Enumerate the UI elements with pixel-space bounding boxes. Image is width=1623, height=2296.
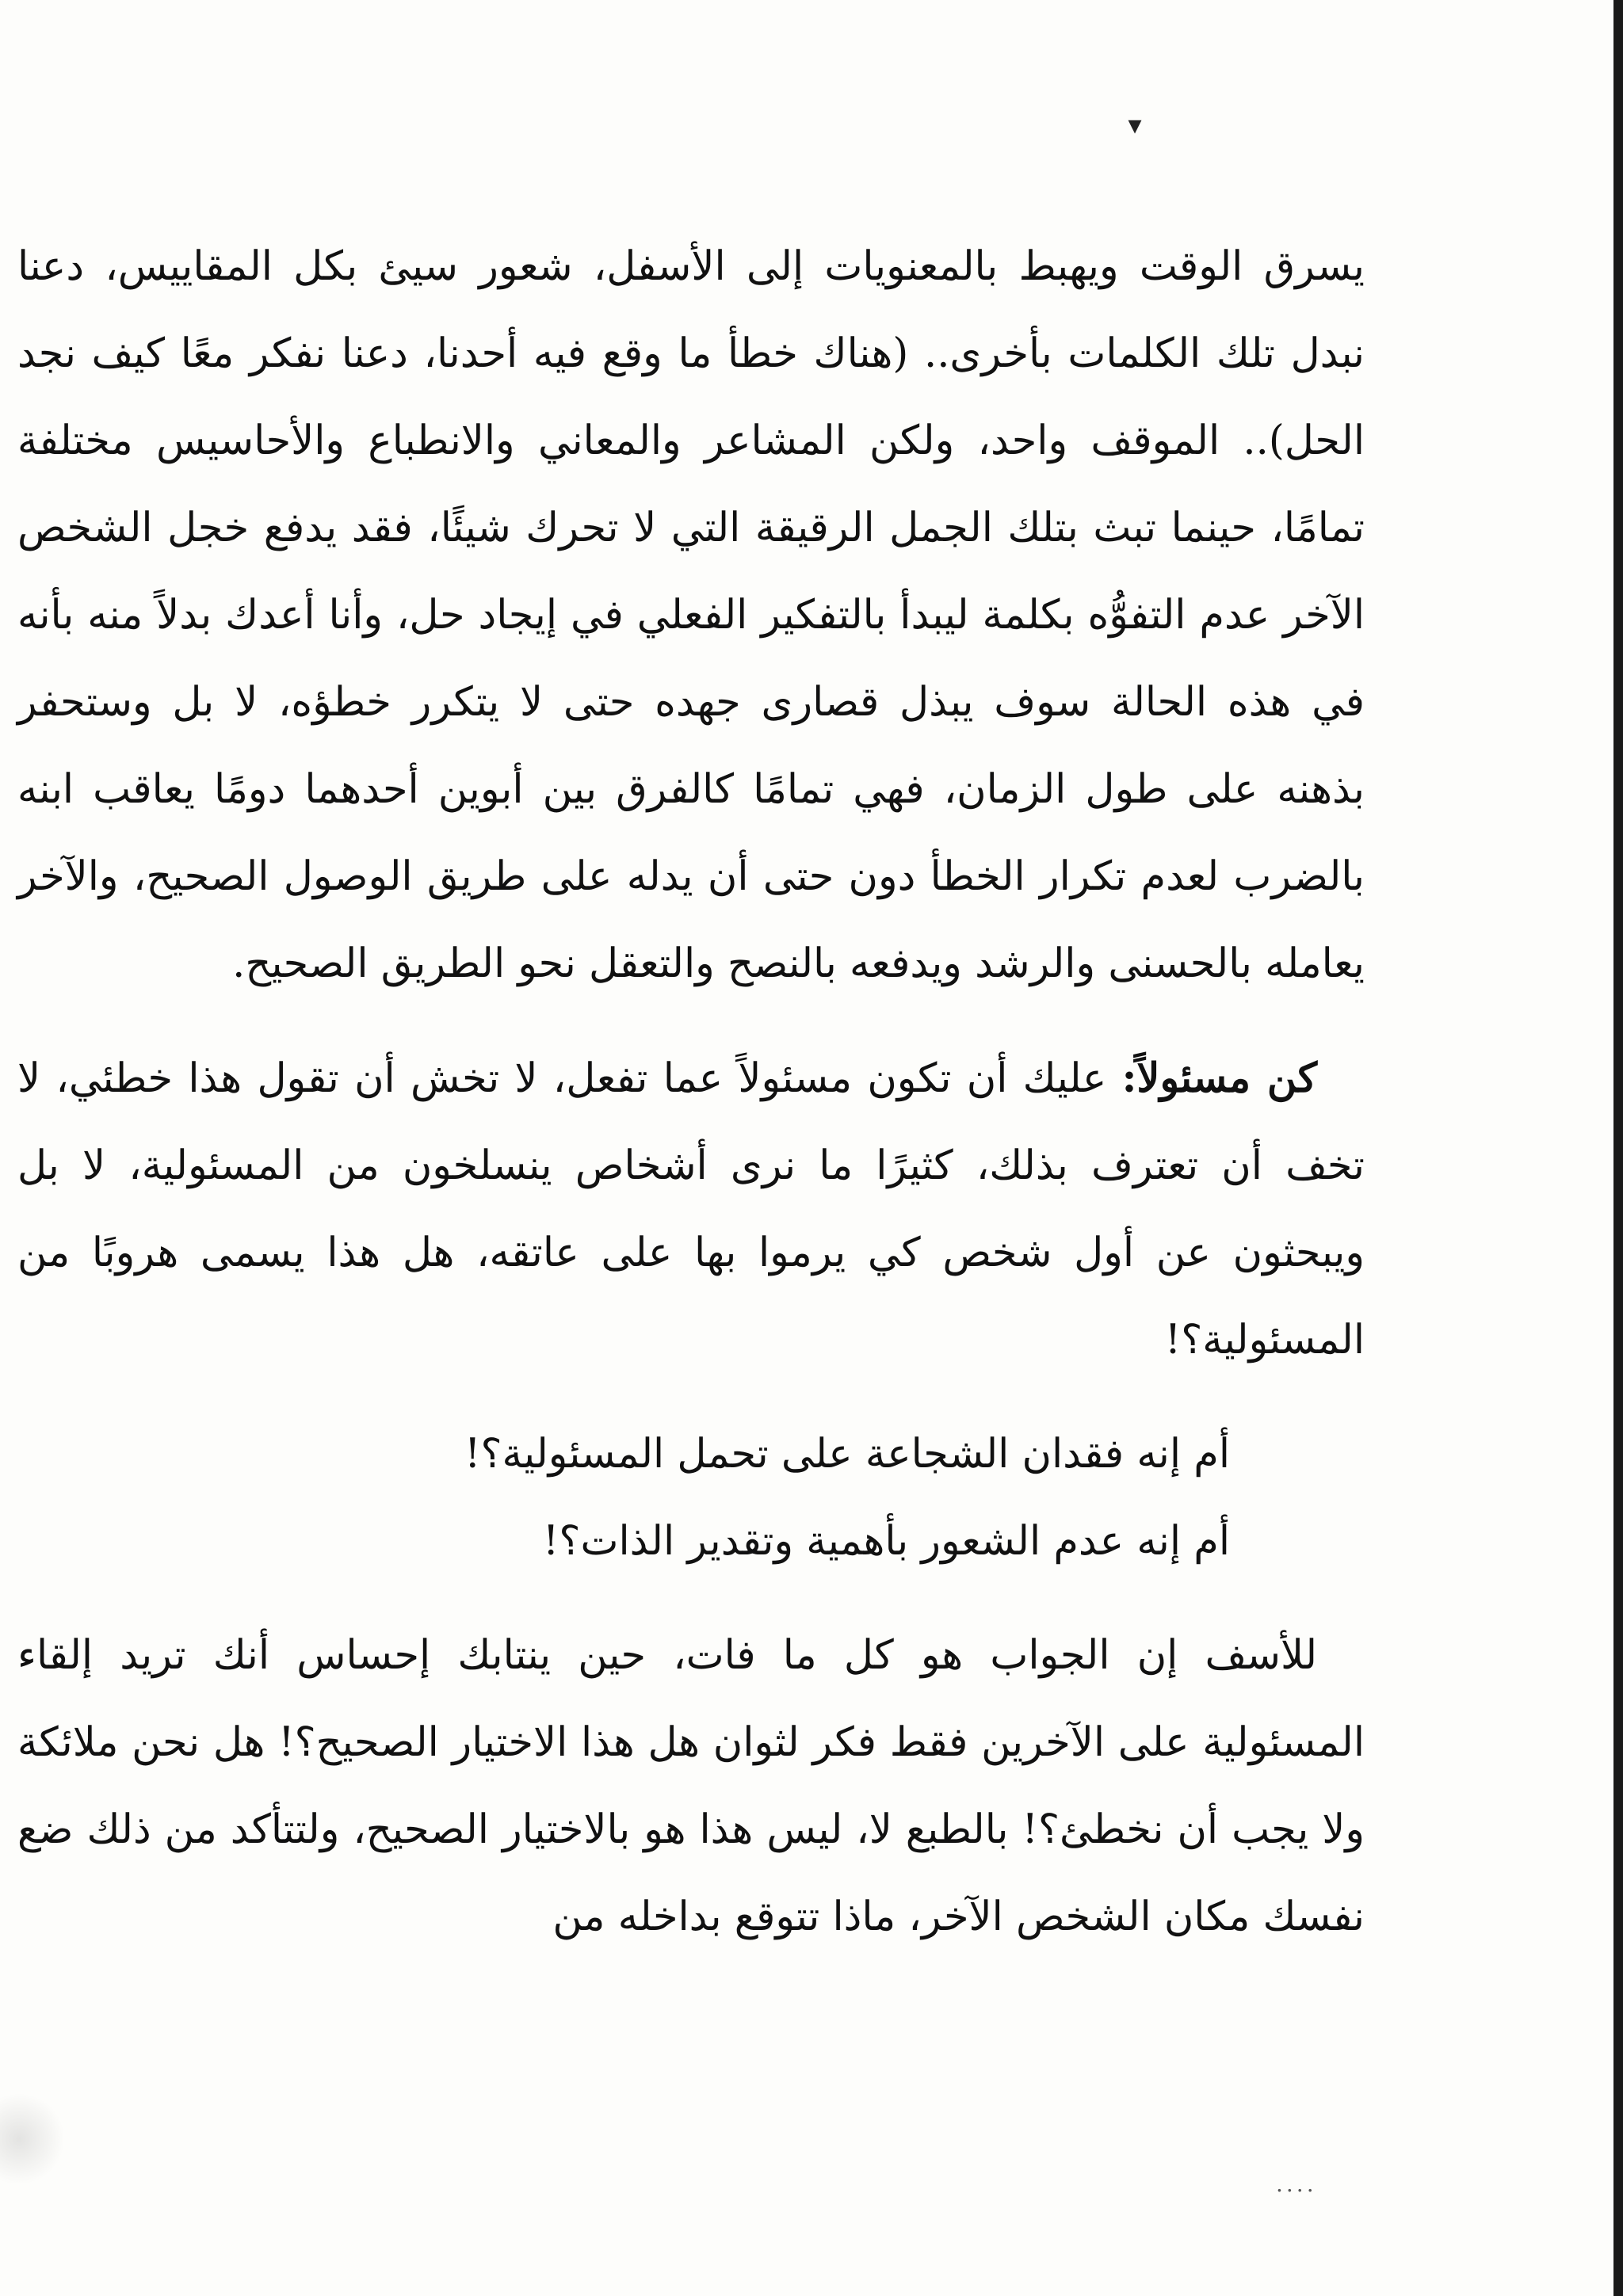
questions-list	[17, 1411, 1365, 1585]
paragraph-1-text: يسرق الوقت ويهبط بالمعنويات إلى الأسفل، شعور سيئ بكل المقاييس، دعنا نبدل تلك الكلمات بأخرى.. (هناك خطأ ما وقع فيه أحدنا، دعنا نفكر معًا كيف نجد الحل).. الموقف واحد، ولكن المشاعر والمعاني والانطباع والأحاسيس مختلفة تمامًا، حينما تبث بتلك الجمل الرقيقة التي لا تحرك شيئًا، فقد يدفع خجل الشخص الآخر عدم التفوُّه بكلمة ليبدأ بالتفكير الفعلي في إيجاد حل، وأنا أعدك بدلاً منه بأنه في هذه الحالة سوف يبذل قصارى جهده حتى لا يتكرر خطؤه، لا بل وستحفر بذهنه على طول الزمان، فهي تمامًا كالفرق بين أبوين أحدهما دومًا يعاقب ابنه بالضرب لعدم تكرار الخطأ دون حتى أن يدله على طريق الوصول الصحيح، والآخر يعامله بالحسنى والرشد ويدفعه بالنصح والتعقل نحو الطريق الصحيح.	[17, 243, 1365, 987]
question-2: أم إنه عدم الشعور بأهمية وتقدير الذات؟!	[542, 1518, 1230, 1565]
paragraph-3-text: للأسف إن الجواب هو كل ما فات، حين ينتابك إحساس أنك تريد إلقاء المسئولية على الآخرين فقط فكر لثوان هل هذا الاختيار الصحيح؟! هل نحن ملائكة ولا يجب أن نخطئ؟! بالطبع لا، ليس هذا هو بالاختيار الصحيح، ولتتأكد من ذلك ضع نفسك مكان الشخص الآخر، ماذا تتوقع بداخله من	[17, 1632, 1365, 1940]
paragraph-3	[17, 1612, 1365, 1961]
scan-smudge	[0, 2092, 63, 2187]
page-top-mark: ▾	[1128, 109, 1142, 141]
paragraph-1	[17, 223, 1365, 1008]
paragraph-2-heading: كن مسئولاً:	[1121, 1055, 1317, 1102]
question-1: أم إنه فقدان الشجاعة على تحمل المسئولية؟!	[464, 1431, 1230, 1478]
paragraph-2-text: عليك أن تكون مسئولاً عما تفعل، لا تخش أن تقول هذا خطئي، لا تخف أن تعترف بذلك، كثيرًا ما نرى أشخاص ينسلخون من المسئولية، لا بل ويبحثون عن أول شخص كي يرموا بها على عاتقه، هل هذا يسمى هروبًا من المسئولية؟!	[17, 1055, 1365, 1363]
page-footer-mark: ....	[1276, 2171, 1317, 2197]
paragraph-2	[17, 1035, 1365, 1384]
page-text	[17, 223, 1365, 1988]
scan-edge	[1613, 0, 1623, 2296]
